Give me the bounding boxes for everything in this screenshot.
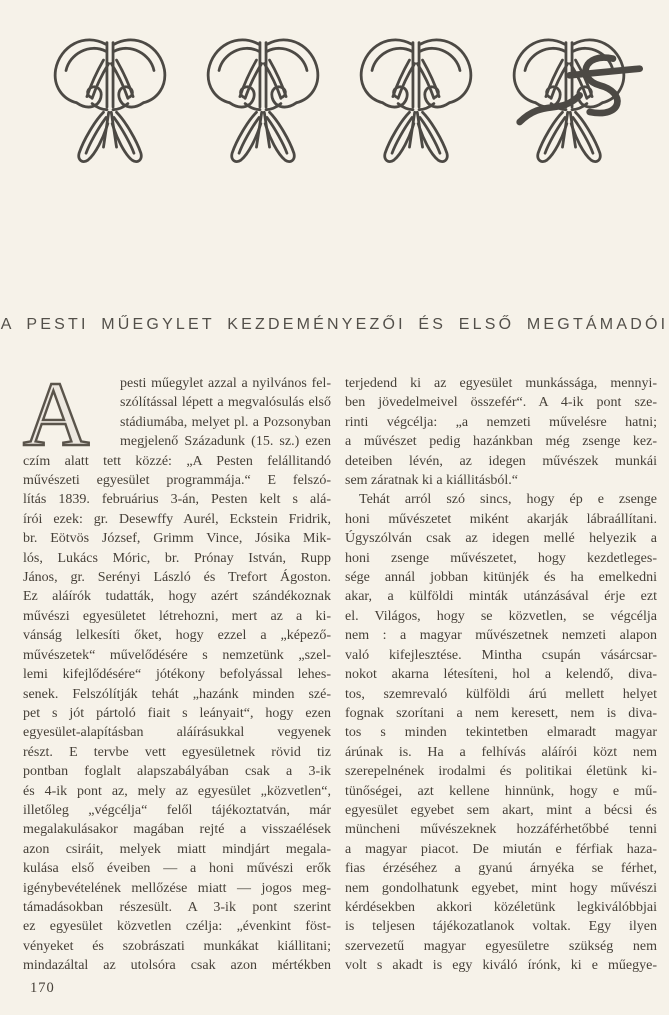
page-title: A PESTI MŰEGYLET KEZDEMÉNYEZŐI ÉS ELSŐ MEGTÁMADÓI — [0, 316, 669, 333]
text-line: el. Világos, hogy se közvetlen, se végcélja — [345, 608, 657, 624]
text-line: akar, a külföldi minták utánzásával érje ezt — [345, 589, 657, 605]
text-line: pontban foglalt alapszabályában csak a 3-ik — [23, 764, 331, 780]
text-line: is teljesen tájékozatlanok voltak. Egy ilyen — [345, 919, 657, 935]
text-line: nokot akarna létesíteni, hol a kelendő, diva- — [345, 667, 657, 683]
text-line: honi zsenge művészetet, hogy kezdetleges- — [345, 550, 657, 566]
text-line: sége annál jobban kitünjék és ha emelkedni — [345, 570, 657, 586]
text-line: terjedend ki az egyesület munkássága, mennyi- — [345, 376, 657, 391]
text-line: szerepelnének irodalmi és politikai életünk ki- — [345, 764, 657, 780]
text-line: Tehát arról szó sincs, hogy ép e zsenge — [359, 492, 657, 508]
text-columns — [23, 363, 657, 976]
text-line: ez egyesület közvetlen czélja: „évenkint föst- — [23, 919, 331, 935]
text-line: lítás 1839. februárius 3-án, Pesten kelt s alá- — [23, 492, 331, 508]
text-line: a művészet pedig hazánkban még zsenge kez- — [345, 434, 657, 450]
text-line: nem gondolhatunk egyebet, mint hogy művészi — [345, 880, 657, 896]
text-line: vánság lelkesíti őket, hogy ezzel a „képező- — [23, 628, 331, 644]
text-line: a magyar piacot. De miután e férfiak haza- — [345, 841, 657, 857]
text-line: czím alatt tett közzé: „A Pesten felállitandó — [23, 453, 331, 469]
text-line: tos s minden tekintetben elmaradt magyar — [345, 725, 657, 741]
text-line: tos, szemrevaló külföldi árú mellett helyet — [345, 686, 657, 702]
text-line: tünőségei, azt kellene hinnünk, hogy e mű- — [345, 783, 657, 799]
text-line: senek. Felszólítják tehát „hazánk minden szé- — [23, 686, 331, 702]
text-line: pet s jót pártoló fiait s leányait“, hogy ezen — [23, 705, 331, 721]
text-line: Úgyszólván csak az idegen mellé helyezik a — [345, 531, 657, 547]
text-line: kérdésekben akkori közéletünk legkiválóbbjai — [345, 899, 657, 915]
leaf-ribbon-ornament-icon — [193, 20, 333, 168]
right-column — [345, 374, 657, 976]
text-line: ben jövedelmeivel összefér“. A 4-ik pont sze- — [345, 395, 657, 411]
text-line: vényeket és szobrászati munkákat kiállitani; — [23, 938, 331, 954]
leaf-ribbon-ornament-icon — [40, 20, 180, 168]
text-line: illetőleg „végcélja“ felől tájékoztatván, már — [23, 802, 331, 818]
text-line: megjelenő Századunk (15. sz.) ezen — [120, 434, 331, 450]
text-line: mindazáltal az utolsóra csak azon mértékben — [23, 958, 331, 974]
left-column — [23, 363, 331, 976]
text-line: Ez aláírók tudatták, hogy azért szándékoznak — [23, 589, 331, 605]
text-line: br. Eötvös József, Grimm Vince, Jósika Mik- — [23, 531, 331, 547]
text-line: írói ezek: gr. Desewffy Aurél, Eckstein Fridrik, — [23, 511, 331, 527]
text-line: stádiumába, melyet pl. a Pozsonyban — [120, 414, 331, 430]
text-line: egyesület egyebet sem akart, mint a bécsi és — [345, 802, 657, 818]
text-line: nem : a magyar művészetnek nemzeti alapon — [345, 628, 657, 644]
text-line: fias érzéséhez a gyanú árnyéka se férhet, — [345, 861, 657, 877]
leaf-ribbon-ornament-icon — [499, 20, 639, 168]
text-line: kulása első éveiben — a honi művészi erők — [23, 861, 331, 877]
text-line: és 4-ik pont az, mely az egyesület „közvetlen“, — [23, 783, 331, 799]
text-line: János, gr. Serényi László és Trefort Ágoston. — [23, 570, 331, 586]
text-line: egyesület-alapításban aláírásukkal vegyenek — [23, 725, 331, 741]
text-line: művészetek“ művelődésére s nemzetünk „szel- — [23, 647, 331, 663]
text-line: igénybevételének mellőzése miatt — jogos meg- — [23, 880, 331, 896]
drop-cap-initial: A — [23, 363, 90, 465]
text-line: honi művészetet miként akarják lábraállítani. — [345, 511, 657, 527]
text-line: művészeti egyesület programmája.“ E felszó- — [23, 473, 331, 489]
text-line: volt s akadt is egy kiváló írónk, ki e műegye- — [345, 958, 657, 974]
text-line: azon csiráit, melyek miatt mindjárt megala- — [23, 841, 331, 857]
header-ornament-band — [0, 0, 669, 168]
right-column-lines — [345, 374, 657, 976]
text-line: szervezetű magyar egyesületre szükség nem — [345, 938, 657, 954]
leaf-ribbon-ornament-icon — [346, 20, 486, 168]
left-column-lines — [23, 363, 331, 976]
text-line: rinti végcélja: „a nemzeti művelésre hatni; — [345, 414, 657, 430]
page-number: 170 — [30, 979, 55, 996]
artist-monogram-icon — [513, 18, 653, 166]
text-line: szólítással lépett a megvalósulás első — [120, 395, 331, 411]
text-line: támadásokban részesült. A 3-ik pont szerint — [23, 899, 331, 915]
text-line: deteiben lévén, az idegen művészek munkái — [345, 453, 657, 469]
text-line: árúnak is. Ha a felhívás aláírói közt nem — [345, 744, 657, 760]
text-line: művészi egyesületet létrehozni, mert az a ki- — [23, 608, 331, 624]
text-line: sem záratnak ki a kiállitásból.“ — [345, 473, 518, 489]
text-line: lemi kifejlődésére“ jótékony befolyással lehes- — [23, 667, 331, 683]
text-line: pesti műegylet azzal a nyilvános fel- — [120, 376, 331, 391]
text-line: megalakulásakor magában rejté a visszaélések — [23, 822, 331, 838]
text-line: fognak szorítani a nem keresett, nem is diva- — [345, 705, 657, 721]
text-line: való kifejlesztése. Mintha csupán vásárcsar- — [345, 647, 657, 663]
text-line: müncheni művészeknek hozzáférhetőbbé tenni — [345, 822, 657, 838]
text-line: lós, Lukács Móric, br. Prónay István, Rupp — [23, 550, 331, 566]
text-line: részt. E tervbe vett egyesületnek rövid tiz — [23, 744, 331, 760]
